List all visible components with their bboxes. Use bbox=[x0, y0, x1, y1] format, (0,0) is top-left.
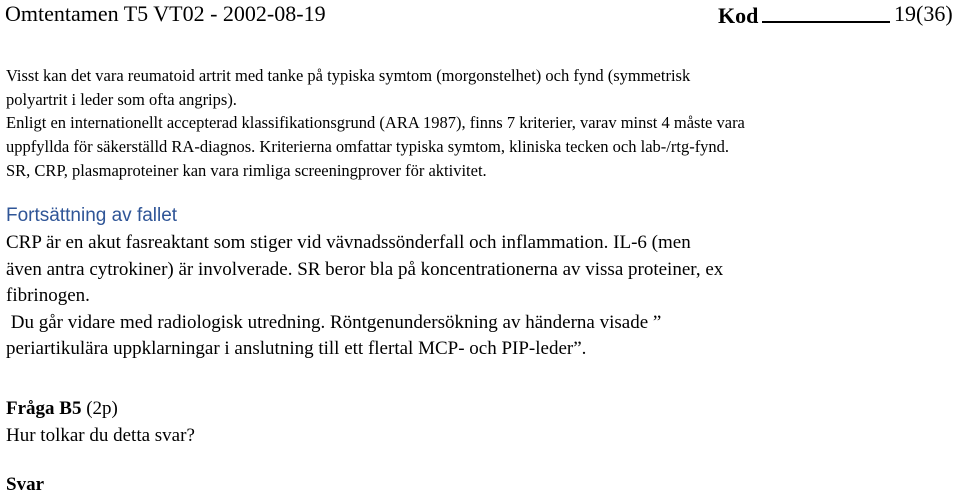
intro-line: Visst kan det vara reumatoid artrit med tanke på typiska symtom (morgonstelhet) och fynd (symmetrisk bbox=[6, 66, 691, 85]
intro-paragraph bbox=[6, 64, 745, 183]
kod-field-line bbox=[762, 1, 890, 23]
continuation-line: periartikulära uppklarningar i anslutning till ett flertal MCP- och PIP-leder”. bbox=[6, 338, 587, 359]
intro-line: polyartrit i leder som ofta angrips). bbox=[6, 89, 237, 109]
continuation-paragraph bbox=[6, 230, 723, 363]
intro-line: SR, CRP, plasmaproteiner kan vara rimliga screeningprover för aktivitet. bbox=[6, 160, 487, 180]
continuation-line: Du går vidare med radiologisk utredning. Röntgenundersökning av händerna visade ” bbox=[6, 311, 662, 333]
question-label: Fråga B5 bbox=[6, 398, 82, 419]
continuation-line: fibrinogen. bbox=[6, 285, 90, 306]
continuation-heading: Fortsättning av fallet bbox=[6, 205, 178, 226]
intro-line: Enligt en internationellt accepterad klassifikationsgrund (ARA 1987), finns 7 kriterier, varav minst 4 måste vara bbox=[6, 113, 745, 133]
continuation-line: CRP är en akut fasreaktant som stiger vid vävnadssönderfall och inflammation. IL-6 (men bbox=[6, 232, 691, 253]
question-title bbox=[6, 396, 118, 421]
continuation-line: även antra cytrokiner) är involverade. SR beror bla på koncentrationerna av vissa proteiner, ex bbox=[6, 258, 724, 280]
question-points: (2p) bbox=[86, 398, 118, 419]
answer-label: Svar bbox=[6, 474, 44, 495]
header-right bbox=[718, 1, 953, 29]
exam-title: Omtentamen T5 VT02 - 2002-08-19 bbox=[5, 1, 326, 26]
page-number: 19(36) bbox=[894, 1, 953, 26]
question-text: Hur tolkar du detta svar? bbox=[6, 425, 195, 446]
kod-label: Kod bbox=[718, 3, 759, 28]
intro-line: uppfyllda för säkerställd RA-diagnos. Kriterierna omfattar typiska symtom, kliniska tecken och lab-/rtg-fynd. bbox=[6, 137, 730, 157]
